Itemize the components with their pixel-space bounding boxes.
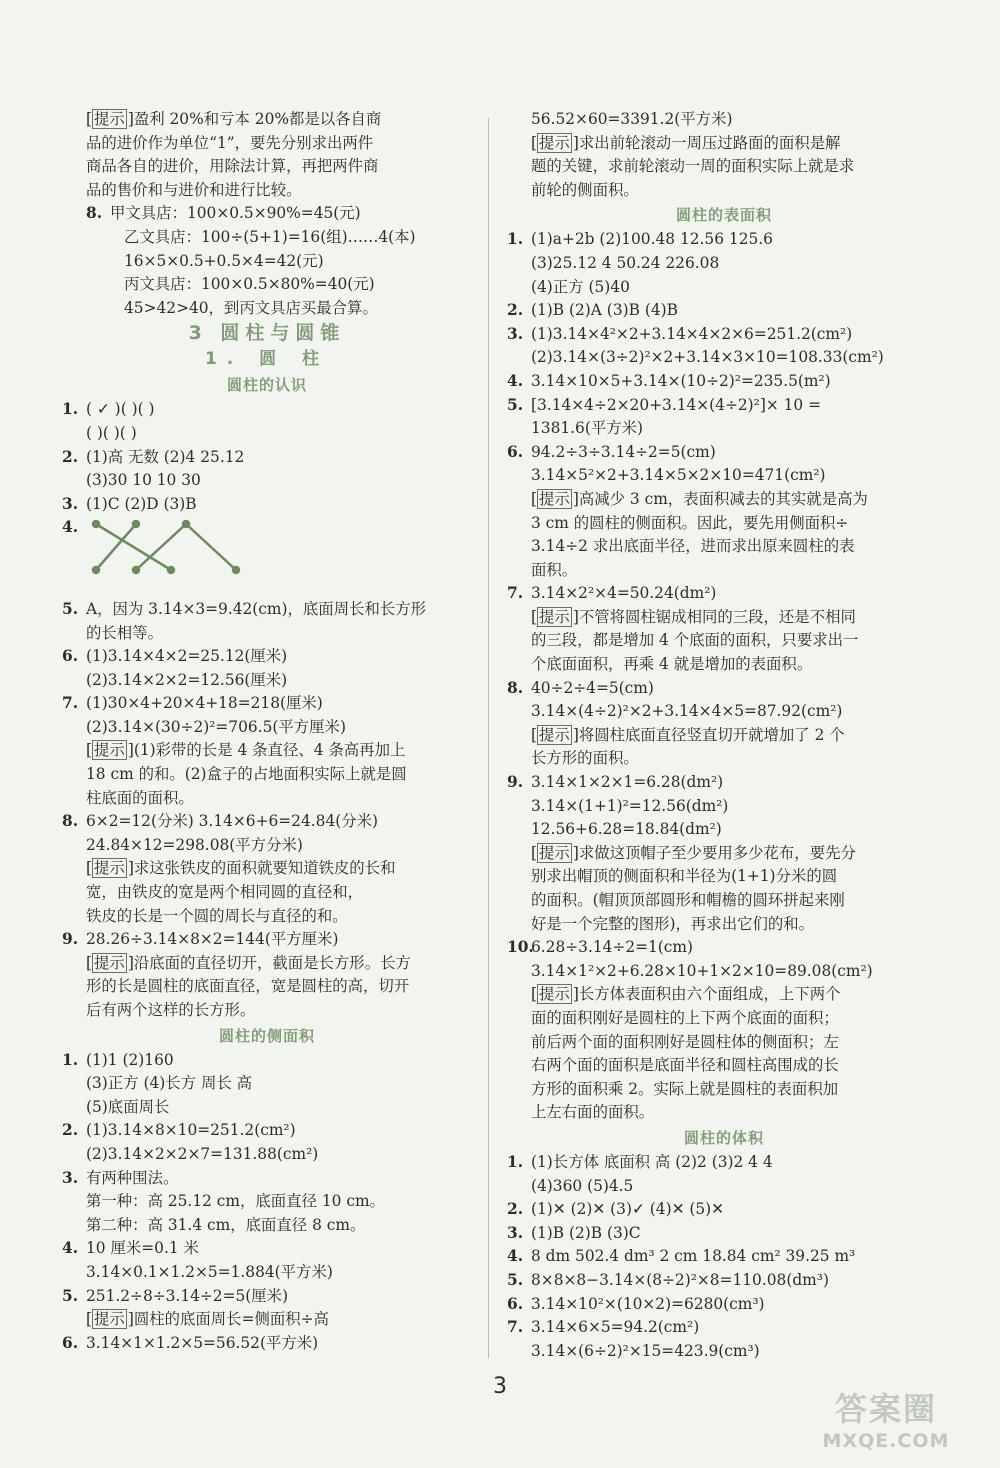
hint-label: 提示 — [539, 843, 570, 862]
watermark-text: 答案圈 — [834, 1390, 937, 1428]
answer-line: 45>42>40，到丙文具店买最合算。 — [124, 298, 378, 317]
answer-line: (2)3.14×(30÷2)²=706.5(平方厘米) — [86, 717, 346, 736]
answer-line: (2)3.14×2×2=12.56(厘米) — [86, 670, 288, 689]
chapter-title: 3 圆柱与圆锥 — [188, 322, 346, 345]
hint-label: 提示 — [539, 133, 570, 152]
question-2: 2. (1)✕ (2)✕ (3)✓ (4)✕ (5)✕ — [507, 1200, 725, 1219]
hint-line: 个底面面积，再乘 4 就是增加的表面积。 — [531, 655, 813, 674]
question-number: 8. — [86, 204, 103, 223]
hint-line: [ 提示 ]盈利 20%和亏本 20%都是以各自商 — [86, 110, 382, 128]
match-line — [96, 524, 136, 570]
left-column — [62, 108, 472, 1355]
hint-line: 长方形的面积。 — [531, 749, 639, 768]
answer-line: (2)3.14×(3÷2)²×2+3.14×3×10=108.33(cm²) — [531, 348, 884, 367]
answer-line: (2)3.14×2×2×7=131.88(cm²) — [86, 1144, 319, 1163]
hint-line: [ 提示 ]求这张铁皮的面积就要知道铁皮的长和 — [86, 859, 396, 878]
question-2: 2. (1)3.14×8×10=251.2(cm²) — [62, 1121, 296, 1140]
matching-diagram — [62, 540, 472, 598]
answer-line: 3.14×(6÷2)²×15=423.9(cm³) — [531, 1341, 760, 1360]
match-dot — [233, 567, 239, 573]
answer-line: ( )( )( ) — [86, 423, 137, 442]
question-2: 2. (1)高 无数 (2)4 25.12 — [62, 447, 245, 466]
hint-line: 面积。 — [531, 560, 578, 579]
answer-line: 12.56+6.28=18.84(dm²) — [531, 820, 722, 839]
question-8: 8. 40÷2÷4=5(cm) — [507, 678, 654, 697]
hint-label: 提示 — [539, 725, 570, 744]
hint-line: 形的长是圆柱的底面直径，宽是圆柱的高，切开 — [86, 977, 410, 996]
page-number: 3 — [493, 1374, 507, 1399]
hint-line: 品的售价和与进价和进行比较。 — [86, 180, 302, 199]
match-line — [186, 524, 236, 570]
hint-line: 3 cm 的圆柱的侧面积。因此，要先用侧面积÷ — [531, 513, 849, 532]
question-1: 1. ( ✓ )( )( ) — [62, 400, 155, 419]
hint-line: [ 提示 ]求出前轮滚动一周压过路面的面积是解 — [531, 133, 841, 152]
answer-line: 56.52×60=3391.2(平方米) — [531, 110, 733, 128]
hint-line: 面的面积刚好是圆柱的上下两个底面的面积； — [531, 1008, 839, 1027]
question-5: 5. 8×8×8−3.14×(8÷2)²×8=110.08(dm³) — [507, 1270, 829, 1289]
hint-line: 右两个面的面积是底面半径和圆柱高围成的长 — [531, 1056, 839, 1075]
answer-line: 3.14×1²×2+6.28×10+1×2×10=89.08(cm²) — [531, 961, 873, 980]
hint-label: 提示 — [539, 489, 570, 508]
hint-label: 提示 — [94, 953, 125, 972]
hint-line: 3.14÷2 求出底面半径，进而求出原来圆柱的表 — [531, 537, 855, 556]
hint-line: [ 提示 ]将圆柱底面直径竖直切开就增加了 2 个 — [531, 725, 845, 744]
answer-line: 第二种：高 31.4 cm，底面直径 8 cm。 — [86, 1215, 366, 1234]
hint-label: 提示 — [94, 859, 125, 878]
hint-line: [ 提示 ]沿底面的直径切开，截面是长方形。长方 — [86, 953, 411, 972]
hint-line: 宽，由铁皮的宽是两个相同圆的直径和， — [86, 883, 364, 902]
hint-line: 好是一个完整的图形)，再求出它们的和。 — [531, 914, 815, 933]
hint-line: 题的关键，求前轮滚动一周的面积实际上就是求 — [531, 157, 855, 176]
question-8: 8. 甲文具店：100×0.5×90%=45(元) — [62, 202, 472, 226]
subsection-title: 圆柱的认识 — [226, 376, 307, 395]
question-7: 7. (1)30×4+20×4+18=218(厘米) — [62, 694, 323, 713]
match-dot — [168, 567, 174, 573]
answer-line: 3.14×0.1×1.2×5=1.884(平方米) — [86, 1262, 333, 1281]
answer-line: (3)正方 (4)长方 周长 高 — [86, 1074, 253, 1093]
hint-line: 前后两个面的面积刚好是圆柱体的侧面积；左 — [531, 1032, 839, 1051]
hint-line: [ 提示 ]求做这顶帽子至少要用多少花布，要先分 — [531, 843, 856, 862]
hint-line: 上左右面的面积。 — [531, 1103, 655, 1122]
hint-line: [ 提示 ](1)彩带的长是 4 条直径、4 条高再加上 — [86, 741, 406, 760]
question-8: 8. 6×2=12(分米) 3.14×6+6=24.84(分米) — [62, 812, 379, 831]
question-6: 6. (1)3.14×4×2=25.12(厘米) — [62, 647, 288, 666]
match-dot — [93, 567, 99, 573]
hint-line: 的面积。(帽顶顶部圆形和帽檐的圆环拼起来刚 — [531, 891, 845, 909]
hint-line: 别求出帽顶的侧面积和半径为(1+1)分米的圆 — [531, 867, 838, 886]
hint-label: 提示 — [539, 607, 570, 626]
hint-line: 品的进价作为单位“1”，要先分别求出两件 — [86, 133, 374, 152]
hint-label: 提示 — [539, 985, 570, 1004]
answer-line: 的长相等。 — [86, 623, 163, 642]
question-1: 1. (1)1 (2)160 — [62, 1050, 174, 1069]
subsection-title: 圆柱的表面积 — [675, 206, 772, 225]
answer-line: 乙文具店：100÷(5+1)=16(组)……4(本) — [124, 227, 416, 246]
watermark-logo — [792, 1384, 980, 1452]
question-1: 1. (1)a+2b (2)100.48 12.56 125.6 — [507, 230, 773, 249]
column-divider — [488, 118, 489, 1358]
hint-line: [ 提示 ]高减少 3 cm，表面积减去的其实就是高为 — [531, 489, 868, 508]
question-1: 1. (1)长方体 底面积 高 (2)2 (3)2 4 4 — [507, 1152, 773, 1171]
hint-line: 的三段，都是增加 4 个底面的面积，只要求出一 — [531, 631, 859, 650]
right-column — [507, 108, 941, 1363]
hint-line: [ 提示 ]圆柱的底面周长=侧面积÷高 — [86, 1310, 329, 1329]
question-3: 3. (1)C (2)D (3)B — [62, 494, 197, 513]
question-3: 3. (1)B (2)B (3)C — [507, 1223, 641, 1242]
answer-line: (3)30 10 10 30 — [86, 471, 201, 490]
match-dot — [133, 521, 139, 527]
answer-line: 24.84×12=298.08(平方分米) — [86, 835, 303, 854]
question-4: 4. — [62, 518, 79, 537]
hint-line: [ 提示 ]长方体表面积由六个面组成，上下两个 — [531, 985, 841, 1004]
hint-line: 18 cm 的和。(2)盒子的占地面积实际上就是圆 — [86, 765, 407, 784]
section-title: 1. 圆 柱 — [204, 349, 330, 370]
question-3: 3. 有两种围法。 — [62, 1168, 179, 1187]
question-4: 4. 10 厘米=0.1 米 — [62, 1239, 199, 1258]
subsection-title: 圆柱的侧面积 — [218, 1026, 315, 1045]
question-2: 2. (1)B (2)A (3)B (4)B — [507, 301, 678, 320]
hint-label: 提示 — [94, 741, 125, 760]
question-7: 7. 3.14×6×5=94.2(cm²) — [507, 1318, 700, 1337]
question-5: 5. [3.14×4÷2×20+3.14×(4÷2)²]× 10 = — [507, 395, 822, 414]
question-10: 10.6.28÷3.14÷2=1(cm) — [507, 938, 694, 957]
hint-line: 铁皮的长是一个圆的周长与直径的和。 — [86, 906, 348, 925]
hint-line: 方形的面积乘 2。实际上就是圆柱的表面积加 — [531, 1079, 839, 1098]
watermark-url: MXQE.COM — [822, 1430, 950, 1452]
answer-line: (5)底面周长 — [86, 1097, 170, 1116]
match-dot — [183, 521, 189, 527]
question-6: 6. 3.14×10²×(10×2)=6280(cm³) — [507, 1294, 765, 1313]
answer-line: 16×5×0.5+0.5×4=42(元) — [124, 251, 324, 270]
hint-line: 前轮的侧面积。 — [531, 180, 639, 199]
question-9: 9. 28.26÷3.14×8×2=144(平方厘米) — [62, 930, 339, 949]
question-4: 4. 8 dm 502.4 dm³ 2 cm 18.84 cm² 39.25 m³ — [507, 1247, 856, 1266]
question-9: 9. 3.14×1×2×1=6.28(dm²) — [507, 773, 724, 792]
hint-line: 柱底面的面积。 — [86, 788, 194, 807]
match-dot — [133, 567, 139, 573]
question-5: 5. A，因为 3.14×3=9.42(cm)，底面周长和长方形 — [62, 599, 427, 618]
match-dot — [93, 521, 99, 527]
question-7: 7. 3.14×2²×4=50.24(dm²) — [507, 584, 717, 603]
hint-label: 提示 — [94, 110, 125, 128]
answer-line: 3.14×(1+1)²=12.56(dm²) — [531, 796, 729, 815]
question-5: 5. 251.2÷8÷3.14÷2=5(厘米) — [62, 1286, 289, 1305]
question-6: 6. 3.14×1×1.2×5=56.52(平方米) — [62, 1333, 319, 1352]
answer-line: 丙文具店：100×0.5×80%=40(元) — [124, 275, 375, 294]
hint-line: 后有两个这样的长方形。 — [86, 1001, 256, 1019]
question-4: 4. 3.14×10×5+3.14×(10÷2)²=235.5(m²) — [507, 371, 831, 390]
hint-label: 提示 — [94, 1310, 125, 1329]
answer-line: 3.14×(4÷2)²×2+3.14×4×5=87.92(cm²) — [531, 702, 843, 721]
subsection-title: 圆柱的体积 — [683, 1128, 764, 1147]
answer-line: (3)25.12 4 50.24 226.08 — [531, 253, 720, 272]
question-3: 3. (1)3.14×4²×2+3.14×4×2×6=251.2(cm²) — [507, 324, 853, 343]
answer-line: (4)正方 (5)40 — [531, 277, 630, 296]
hint-line: [ 提示 ]不管将圆柱锯成相同的三段，还是不相同 — [531, 607, 856, 626]
hint-line: 商品各自的进价，用除法计算，再把两件商 — [86, 157, 379, 176]
answer-line: 1381.6(平方米) — [531, 419, 644, 438]
answer-line: 第一种：高 25.12 cm，底面直径 10 cm。 — [86, 1192, 385, 1211]
question-6: 6. 94.2÷3÷3.14÷2=5(cm) — [507, 442, 716, 461]
answer-line: (4)360 (5)4.5 — [531, 1176, 634, 1195]
answer-line: 3.14×5²×2+3.14×5×2×10=471(cm²) — [531, 466, 826, 485]
